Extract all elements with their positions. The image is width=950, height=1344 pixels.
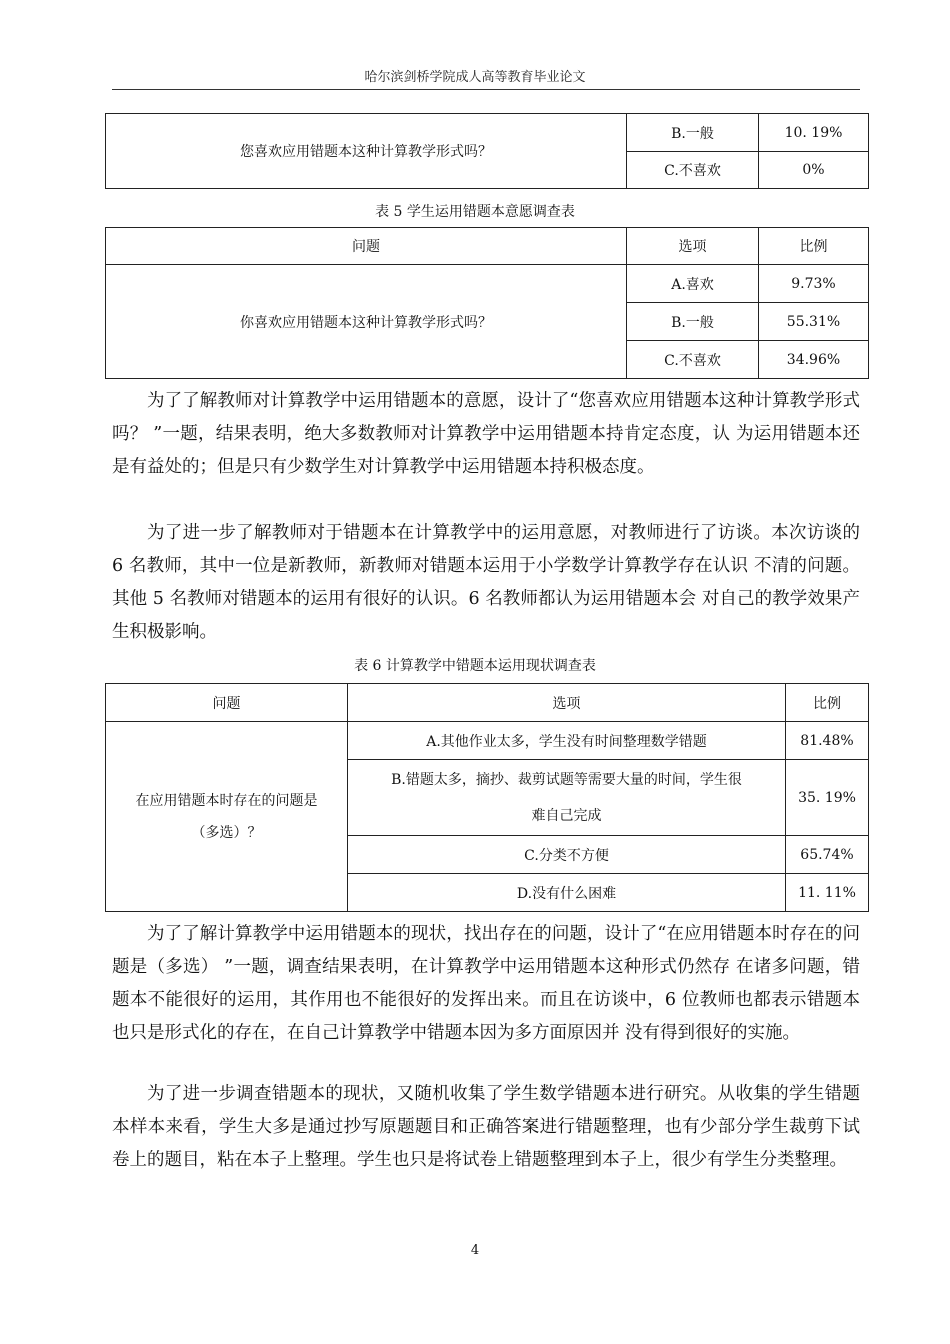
ratio-cell: 11. 11% bbox=[786, 874, 869, 912]
question-line: 在应用错题本时存在的问题是 bbox=[135, 792, 318, 809]
question-cell bbox=[106, 722, 348, 912]
table-header-row bbox=[106, 684, 869, 722]
ratio-cell: 81.48% bbox=[786, 722, 869, 760]
option-cell: C.不喜欢 bbox=[627, 152, 759, 189]
column-header: 问题 bbox=[106, 684, 348, 722]
ratio-cell: 10. 19% bbox=[759, 114, 869, 152]
question-cell: 你喜欢应用错题本这种计算教学形式吗？ bbox=[106, 265, 627, 379]
paragraph-2: 为了进一步了解教师对于错题本在计算教学中的运用意愿，对教师进行了访谈。本次访谈的 6 名教师，其中一位是新教师，新教师对错题本运用于小学数学计算教学存在认识 不清的问题。其他 5 名教师对错题本的运用有很好的认识。6 名教师都认为运用错题本会 对自己的教学效果产生积极影响。 bbox=[112, 523, 860, 642]
paragraph-4: 为了进一步调查错题本的现状，又随机收集了学生数学错题本进行研究。从收集的学生错题本样本来看，学生大多是通过抄写原题题目和正确答案进行错题整理，也有少部分学生裁剪下试卷上的题目，粘在本子上整理。学生也只是将试卷上错题整理到本子上，很少有学生分类整理。 bbox=[112, 1084, 860, 1170]
table-row bbox=[106, 722, 869, 760]
page-number: 4 bbox=[470, 1243, 480, 1258]
ratio-cell: 0% bbox=[759, 152, 869, 189]
ratio-cell: 9.73% bbox=[759, 265, 869, 303]
option-cell: B.一般 bbox=[627, 303, 759, 341]
table6-caption: 表 6 计算教学中错题本运用现状调查表 bbox=[354, 658, 596, 674]
option-cell bbox=[348, 760, 786, 836]
paragraph-3: 为了了解计算教学中运用错题本的现状，找出存在的问题，设计了“在应用错题本时存在的问题是（多选） ”一题，调查结果表明，在计算教学中运用错题本这种形式仍然存 在诸多问题，错题本不能很好的运用，其作用也不能很好的发挥出来。而且在访谈中，6 位教师也都表示错题本也只是形式化的存在，在自己计算教学中错题本因为多方面原因并 没有得到很好的实施。 bbox=[112, 924, 860, 1043]
table-continued bbox=[105, 113, 869, 189]
table-header-row bbox=[106, 228, 869, 265]
table-row bbox=[106, 114, 869, 152]
ratio-cell: 65.74% bbox=[786, 836, 869, 874]
column-header: 比例 bbox=[759, 228, 869, 265]
option-cell: D.没有什么困难 bbox=[348, 874, 786, 912]
ratio-cell: 35. 19% bbox=[786, 760, 869, 836]
option-line: B.错题太多，摘抄、裁剪试题等需要大量的时间，学生很 bbox=[391, 771, 742, 788]
option-line: 难自己完成 bbox=[531, 807, 602, 824]
table6 bbox=[105, 683, 869, 912]
question-line: （多选）？ bbox=[191, 824, 262, 841]
option-cell: C.分类不方便 bbox=[348, 836, 786, 874]
table-row bbox=[106, 265, 869, 303]
ratio-cell: 55.31% bbox=[759, 303, 869, 341]
option-cell: A.其他作业太多，学生没有时间整理数学错题 bbox=[348, 722, 786, 760]
option-cell: C.不喜欢 bbox=[627, 341, 759, 379]
question-cell: 您喜欢应用错题本这种计算教学形式吗？ bbox=[106, 114, 627, 189]
column-header: 选项 bbox=[627, 228, 759, 265]
column-header: 比例 bbox=[786, 684, 869, 722]
paragraph-1: 为了了解教师对计算教学中运用错题本的意愿，设计了“您喜欢应用错题本这种计算教学形式吗？ ”一题，结果表明，绝大多数教师对计算教学中运用错题本持肯定态度，认 为运用错题本还是有益处的；但是只有少数学生对计算教学中运用错题本持积极态度。 bbox=[112, 391, 860, 477]
table5-caption: 表 5 学生运用错题本意愿调查表 bbox=[375, 204, 575, 220]
page-header: 哈尔滨剑桥学院成人高等教育毕业论文 bbox=[364, 70, 586, 85]
table5 bbox=[105, 227, 869, 379]
column-header: 问题 bbox=[106, 228, 627, 265]
header-divider bbox=[112, 89, 860, 90]
option-cell: A.喜欢 bbox=[627, 265, 759, 303]
option-cell: B.一般 bbox=[627, 114, 759, 152]
ratio-cell: 34.96% bbox=[759, 341, 869, 379]
column-header: 选项 bbox=[348, 684, 786, 722]
